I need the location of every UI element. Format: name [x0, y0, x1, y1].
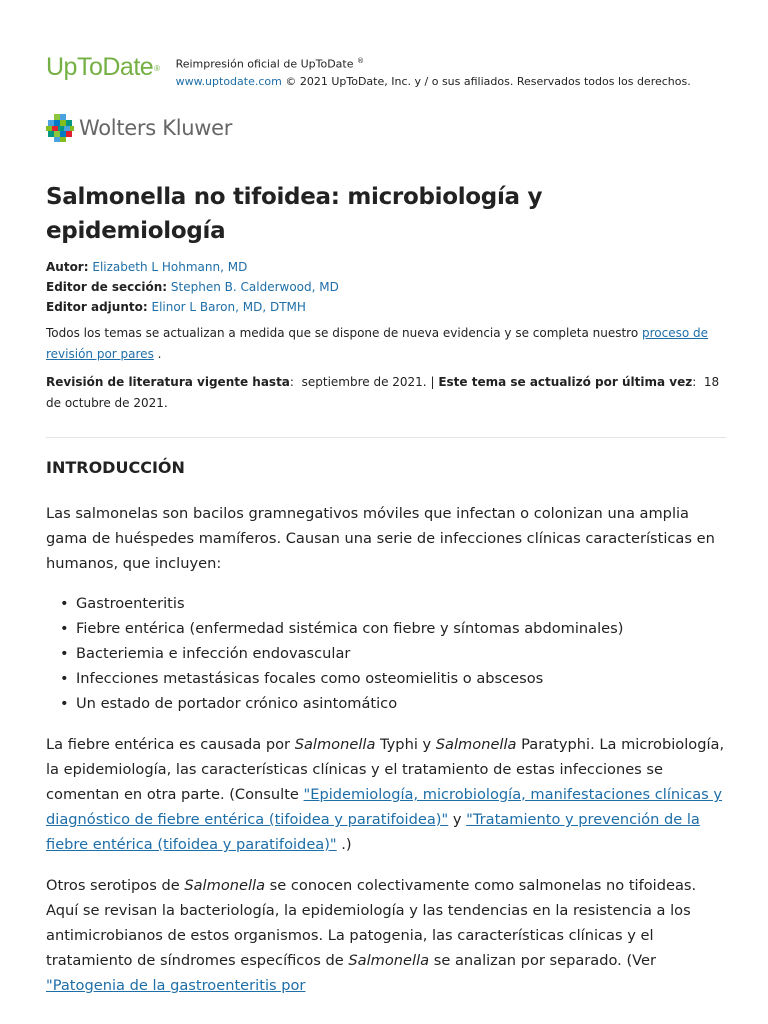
article-title: Salmonella no tifoidea: microbiología y epidemiología [46, 184, 543, 244]
uptodate-logo[interactable] [46, 52, 160, 82]
reprint-notice [176, 52, 691, 90]
serotypes-paragraph [46, 873, 726, 998]
article [46, 180, 726, 998]
author-line [46, 257, 726, 277]
reprint-mark: ® [357, 57, 364, 65]
p3-salmonella-1: Salmonella [184, 877, 266, 894]
p2-text-c: Paratyphi. La microbiología, la epidemiología, las características clínicas y el tratamiento de estas infecciones se comentan en otra parte. (Consulte [46, 736, 725, 803]
peer-review-link[interactable]: proceso de revisión por pares [46, 326, 709, 361]
list-item: • Fiebre entérica (enfermedad sistémica con fiebre y síntomas abdominales) [46, 616, 726, 641]
gastroenteritis-pathogenesis-link[interactable]: "Patogenia de la gastroenteritis por [46, 977, 306, 994]
p2-text-b: Typhi y [380, 736, 432, 753]
publisher-logo[interactable] [45, 113, 232, 143]
section-editor-line [46, 277, 726, 297]
p2-text-a: La fiebre entérica es causada por [46, 736, 291, 753]
reprint-line: Reimpresión oficial de UpToDate [175, 57, 354, 71]
uptodate-logo-text: UpToDate [46, 53, 154, 81]
p2-text-e: .) [341, 836, 352, 853]
enteric-fever-topic-link[interactable]: "Epidemiología, microbiología, manifestaciones clínicas y diagnóstico de fiebre entérica (tifoidea y paratifoidea)" [46, 786, 723, 828]
wolters-kluwer-logo-icon [45, 113, 75, 143]
review-dates [46, 372, 726, 414]
intro-paragraph: Las salmonelas son bacilos gramnegativos móviles que infectan o colonizan una amplia gama de huéspedes mamíferos. Causan una serie de infecciones clínicas características en humanos, que incluyen: [46, 505, 715, 572]
header [46, 52, 691, 90]
deputy-editor-link[interactable]: Elinor L Baron, MD, DTMH [151, 300, 306, 314]
list-item: • Bacteriemia e infección endovascular [46, 641, 726, 666]
update-note [46, 323, 726, 365]
section-editor-link[interactable]: Stephen B. Calderwood, MD [170, 280, 339, 294]
p2-salmonella-1: Salmonella [294, 736, 376, 753]
section-body [46, 501, 726, 998]
enteric-fever-paragraph [46, 732, 726, 857]
copyright-text: © 2021 UpToDate, Inc. y / o sus afiliados. Reservados todos los derechos. [285, 74, 691, 88]
update-note-end: . [157, 347, 162, 361]
updated-sep: : [692, 375, 697, 389]
uptodate-logo-mark: ® [154, 64, 160, 73]
p2-text-d: y [452, 811, 462, 828]
review-sep: : [289, 375, 294, 389]
p3-text-b: se conocen colectivamente como salmonelas no tifoideas. Aquí se revisan la bacteriología, la epidemiología y las tendencias en la resistencia a los antimicrobianos de estos organismos. La patogenia, las características clínicas y el tratamiento de síndromes específicos de [46, 877, 697, 969]
updated-label: Este tema se actualizó por última vez [438, 375, 693, 389]
publisher-name: Wolters Kluwer [79, 116, 233, 140]
list-item: • Gastroenteritis [46, 591, 726, 616]
author-link[interactable]: Elizabeth L Hohmann, MD [92, 260, 248, 274]
section-heading: INTRODUCCIÓN [46, 458, 185, 477]
list-item: • Infecciones metastásicas focales como osteomielitis o abscesos [46, 666, 726, 691]
p2-salmonella-2: Salmonella [435, 736, 517, 753]
update-note-text: Todos los temas se actualizan a medida que se dispone de nueva evidencia y se completa nuestro [46, 326, 639, 340]
p3-text-a: Otros serotipos de [46, 877, 180, 894]
section-editor-label: Editor de sección: [46, 280, 168, 294]
updated-value: 18 de octubre de 2021. [46, 375, 720, 410]
infection-list [46, 591, 726, 716]
uptodate-site-link[interactable]: www.uptodate.com [175, 74, 282, 88]
author-label: Autor: [46, 260, 89, 274]
deputy-editor-line [46, 297, 726, 317]
list-item: • Un estado de portador crónico asintomático [46, 691, 726, 716]
p3-text-c: se analizan por separado. (Ver [433, 952, 656, 969]
p3-salmonella-2: Salmonella [348, 952, 430, 969]
enteric-fever-treatment-link[interactable]: "Tratamiento y prevención de la fiebre entérica (tifoidea y paratifoidea)" [46, 811, 700, 853]
divider [46, 437, 726, 438]
deputy-editor-label: Editor adjunto: [46, 300, 148, 314]
review-label: Revisión de literatura vigente hasta [46, 375, 290, 389]
article-credits [46, 257, 726, 317]
review-pipe: | [430, 375, 435, 389]
review-value: septiembre de 2021. [301, 375, 427, 389]
